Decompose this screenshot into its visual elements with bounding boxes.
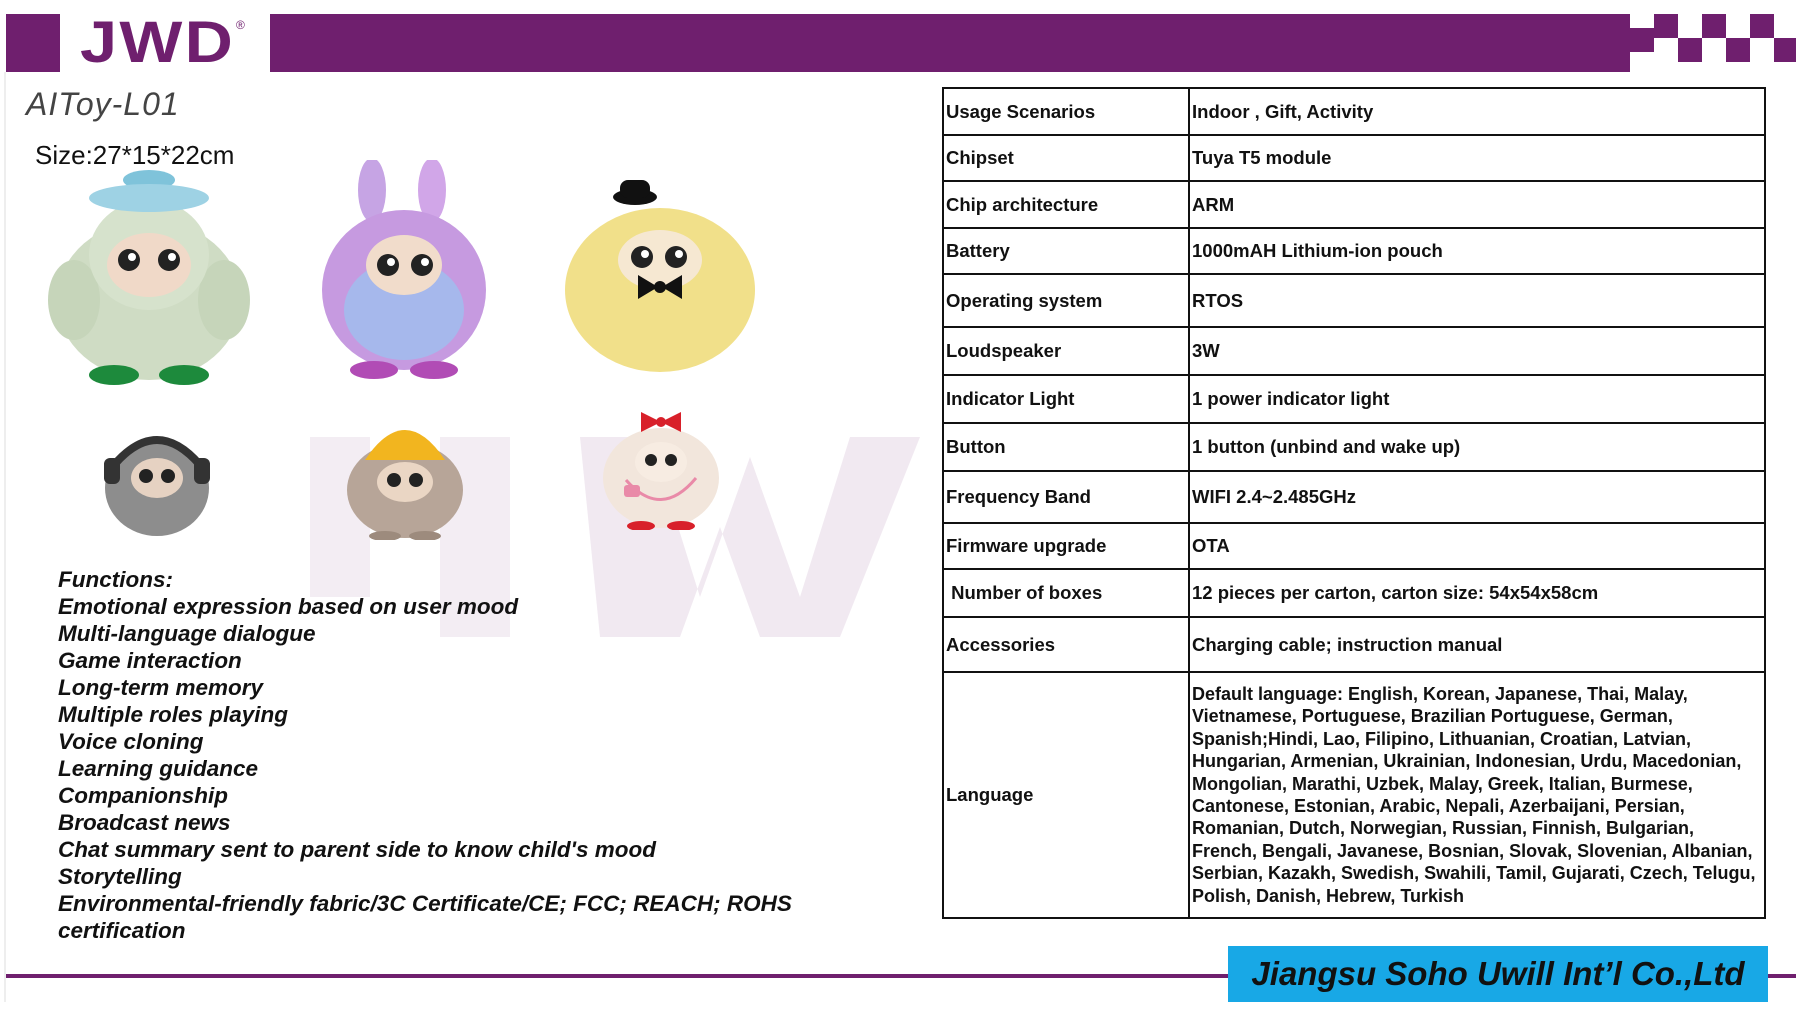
spec-key: Operating system xyxy=(943,274,1189,327)
registered-mark: ® xyxy=(236,18,245,32)
spec-key: Indicator Light xyxy=(943,375,1189,423)
function-item: certification xyxy=(58,918,186,943)
spec-value: 1000mAH Lithium-ion pouch xyxy=(1189,228,1765,274)
header-bar xyxy=(0,0,1796,84)
spec-row xyxy=(943,471,1765,523)
spec-row xyxy=(943,88,1765,135)
function-item: Environmental-friendly fabric/3C Certificate/CE; FCC; REACH; ROHS xyxy=(58,891,792,916)
spec-value: RTOS xyxy=(1189,274,1765,327)
function-item: Storytelling xyxy=(58,864,182,889)
spec-value: 12 pieces per carton, carton size: 54x54x58cm xyxy=(1189,569,1765,617)
brand-logo: JWD xyxy=(80,10,236,75)
spec-key: Language xyxy=(943,672,1189,918)
product-model: AIToy-L01 xyxy=(26,86,180,122)
spec-value: WIFI 2.4~2.485GHz xyxy=(1189,471,1765,523)
spec-row xyxy=(943,569,1765,617)
spec-table xyxy=(942,87,1766,919)
green-plush-toy xyxy=(44,170,254,390)
spec-value: OTA xyxy=(1189,523,1765,569)
function-item: Emotional expression based on user mood xyxy=(58,594,519,619)
footer-line-right xyxy=(1768,974,1796,978)
spec-key: Firmware upgrade xyxy=(943,523,1189,569)
spec-key: Usage Scenarios xyxy=(943,88,1189,135)
spec-value: ARM xyxy=(1189,181,1765,228)
header-band xyxy=(270,14,1630,72)
spec-value: 1 button (unbind and wake up) xyxy=(1189,423,1765,471)
spec-key: Accessories xyxy=(943,617,1189,672)
spec-value: Default language: English, Korean, Japanese, Thai, Malay, Vietnamese, Portuguese, Brazilian Portuguese, German, Spanish;Hindi, Lao, Filipino, Lithuanian, Croatian, Latvian, Hungarian, Armenian, Ukrainian, Indonesian, Urdu, Macedonian, Mongolian, Marathi, Uzbek, Malay, Greek, Italian, Burmese, Cantonese, Estonian, Arabic, Nepali, Azerbaijani, Persian, Romanian, Dutch, Norwegian, Russian, Finnish, Bulgarian, French, Bengali, Javanese, Bosnian, Slovak, Slovenian, Albanian, Serbian, Kazakh, Swedish, Swahili, Tamil, Gujarati, Czech, Telugu, Polish, Danish, Hebrew, Turkish xyxy=(1189,672,1765,918)
yellow-hat-bowtie-plush-toy xyxy=(560,175,760,375)
function-item: Learning guidance xyxy=(58,756,259,781)
functions-list xyxy=(58,566,792,944)
spec-key: Frequency Band xyxy=(943,471,1189,523)
gray-headphones-plush-toy xyxy=(102,420,212,540)
spec-row xyxy=(943,375,1765,423)
function-item: Chat summary sent to parent side to know child's mood xyxy=(58,837,656,862)
spec-value: Tuya T5 module xyxy=(1189,135,1765,181)
rainbow-bunny-plush-toy xyxy=(312,160,502,380)
spec-key: Button xyxy=(943,423,1189,471)
spec-key: Chipset xyxy=(943,135,1189,181)
function-item: Long-term memory xyxy=(58,675,264,700)
company-name: Jiangsu Soho Uwill Int’l Co.,Ltd xyxy=(1228,946,1768,1002)
spec-value: 3W xyxy=(1189,327,1765,375)
header-left-block xyxy=(6,14,60,72)
spec-row xyxy=(943,523,1765,569)
spec-key: Loudspeaker xyxy=(943,327,1189,375)
spec-row xyxy=(943,672,1765,918)
spec-value: Charging cable; instruction manual xyxy=(1189,617,1765,672)
frame-left-border xyxy=(4,72,6,1002)
footer-line xyxy=(6,974,1236,978)
function-item: Companionship xyxy=(58,783,228,808)
header-checker-pattern xyxy=(1610,14,1796,72)
function-item: Game interaction xyxy=(58,648,242,673)
spec-key: Number of boxes xyxy=(943,569,1189,617)
product-size: Size:27*15*22cm xyxy=(35,140,235,170)
spec-row xyxy=(943,135,1765,181)
spec-row xyxy=(943,181,1765,228)
function-item: Voice cloning xyxy=(58,729,204,754)
function-item: Broadcast news xyxy=(58,810,231,835)
spec-key: Chip architecture xyxy=(943,181,1189,228)
spec-row xyxy=(943,617,1765,672)
spec-key: Battery xyxy=(943,228,1189,274)
spec-row xyxy=(943,327,1765,375)
function-item: Multi-language dialogue xyxy=(58,621,316,646)
spec-row xyxy=(943,228,1765,274)
spec-value: Indoor , Gift, Activity xyxy=(1189,88,1765,135)
spec-row xyxy=(943,274,1765,327)
white-red-bow-plush-toy xyxy=(596,400,726,530)
spec-row xyxy=(943,423,1765,471)
beige-beanie-plush-toy xyxy=(340,410,470,540)
spec-value: 1 power indicator light xyxy=(1189,375,1765,423)
functions-heading: Functions: xyxy=(58,567,173,592)
function-item: Multiple roles playing xyxy=(58,702,289,727)
